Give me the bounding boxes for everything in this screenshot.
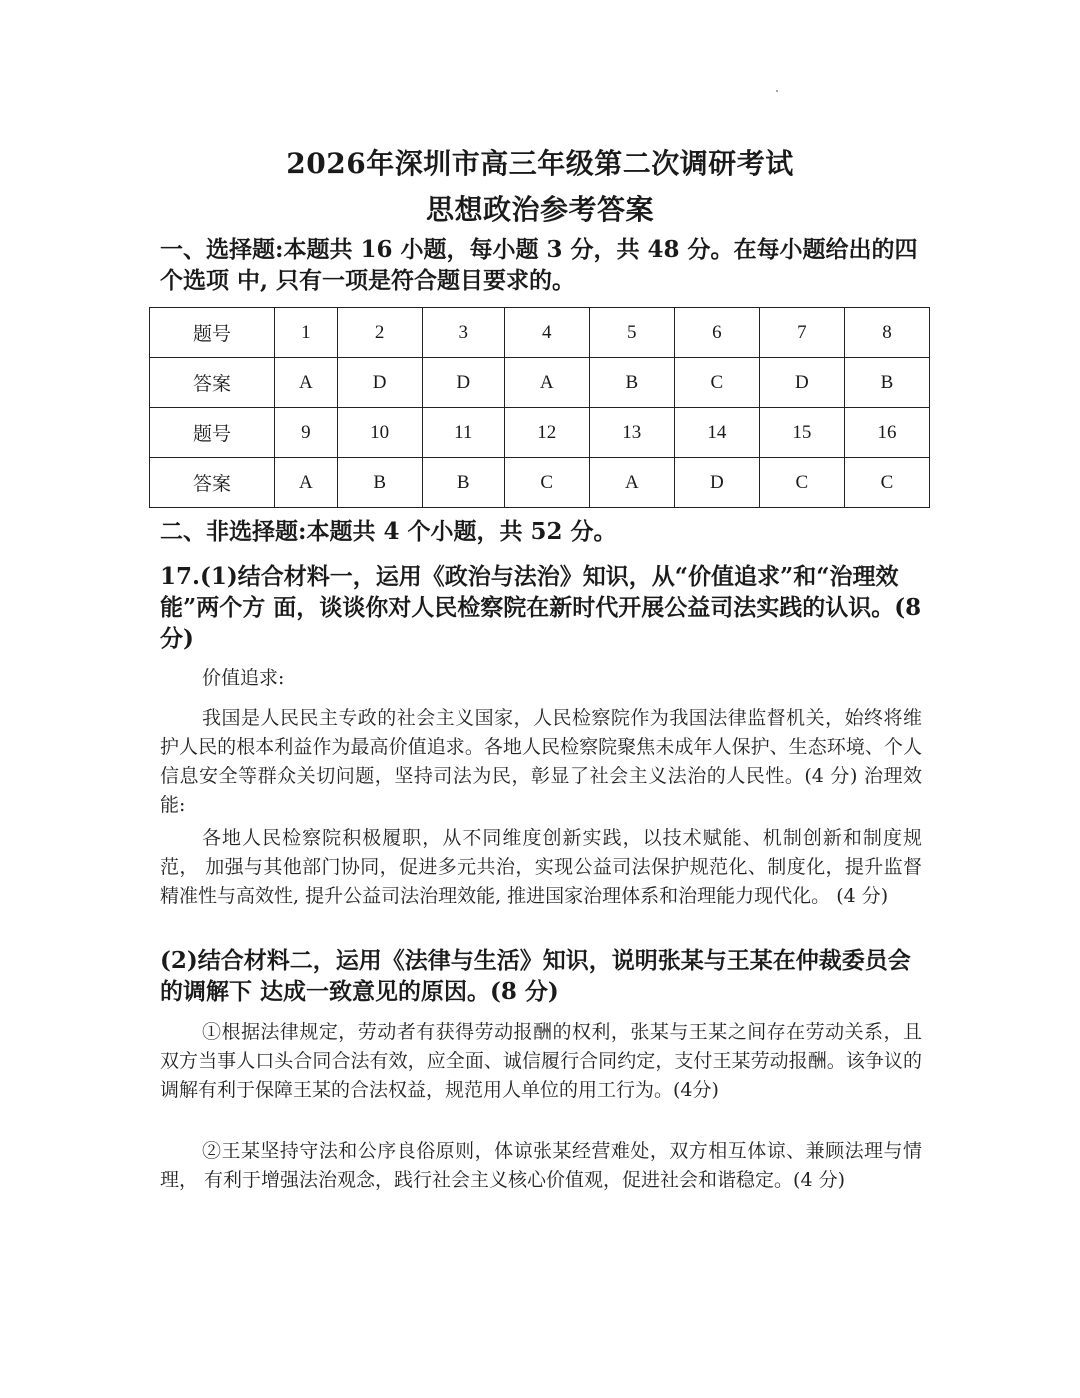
table-row <box>150 408 930 458</box>
answer-point-2: ②王某坚持守法和公序良俗原则，体谅张某经营难处，双方相互体谅、兼顾法理与情理， 有利于增强法治观念，践行社会主义核心价值观，促进社会和谐稳定。(4 分) <box>160 1140 922 1191</box>
table-cell: D <box>422 358 504 408</box>
table-row-label: 答案 <box>150 358 275 408</box>
value-pursuit-answer: 我国是人民民主专政的社会主义国家，人民检察院作为我国法律监督机关，始终将维护人民的根本利益作为最高价值追求。各地人民检察院聚焦未成年人保护、生态环境、个人信息安全等群众关切问题，坚持司法为民，彰显了社会主义法治的人民性。(4 分) 治理效能: <box>160 707 922 816</box>
table-row <box>150 358 930 408</box>
table-cell: 11 <box>422 408 504 458</box>
table-cell: D <box>759 358 844 408</box>
answer-table <box>149 307 930 508</box>
question-17-1: 17.(1)结合材料一，运用《政治与法治》知识，从“价值追求”和“治理效能”两个方 面，谈谈你对人民检察院在新时代开展公益司法实践的认识。(8 分) <box>160 563 922 652</box>
table-cell: C <box>844 458 929 508</box>
exam-title: 2026年深圳市高三年级第二次调研考试 <box>286 147 794 180</box>
table-cell: A <box>275 358 338 408</box>
table-cell: D <box>674 458 759 508</box>
exam-subtitle: 思想政治参考答案 <box>425 193 654 226</box>
section1-heading: 一、选择题:本题共 16 小题，每小题 3 分，共 48 分。在每小题给出的四个选项 中, 只有一项是符合题目要求的。 <box>160 236 918 294</box>
table-cell: 6 <box>674 308 759 358</box>
table-cell: C <box>759 458 844 508</box>
table-cell: 2 <box>337 308 422 358</box>
table-cell: B <box>589 358 674 408</box>
table-cell: A <box>589 458 674 508</box>
table-cell: D <box>337 358 422 408</box>
table-row <box>150 308 930 358</box>
table-cell: B <box>337 458 422 508</box>
table-cell: 4 <box>504 308 589 358</box>
table-cell: 7 <box>759 308 844 358</box>
table-cell: A <box>275 458 338 508</box>
section2-heading: 二、非选择题:本题共 4 个小题，共 52 分。 <box>160 518 617 545</box>
governance-answer: 各地人民检察院积极履职，从不同维度创新实践，以技术赋能、机制创新和制度规范， 加强与其他部门协同，促进多元共治，实现公益司法保护规范化、制度化，提升监督精准性与高效性, 提升公益司法治理效能, 推进国家治理体系和治理能力现代化。 (4 分) <box>160 827 922 907</box>
table-cell: 15 <box>759 408 844 458</box>
answer-point-1: ①根据法律规定，劳动者有获得劳动报酬的权利，张某与王某之间存在劳动关系，且双方当事人口头合同合法有效，应全面、诚信履行合同约定，支付王某劳动报酬。该争议的调解有利于保障王某的合法权益，规范用人单位的用工行为。(4分) <box>160 1021 922 1101</box>
table-cell: 14 <box>674 408 759 458</box>
table-cell: 1 <box>275 308 338 358</box>
table-row <box>150 458 930 508</box>
table-cell: 9 <box>275 408 338 458</box>
table-cell: A <box>504 358 589 408</box>
table-cell: 13 <box>589 408 674 458</box>
table-row-label: 题号 <box>150 408 275 458</box>
table-cell: B <box>422 458 504 508</box>
table-row-label: 答案 <box>150 458 275 508</box>
table-cell: 8 <box>844 308 929 358</box>
table-cell: 5 <box>589 308 674 358</box>
table-cell: 12 <box>504 408 589 458</box>
table-cell: 3 <box>422 308 504 358</box>
scan-speck <box>776 90 778 92</box>
table-row-label: 题号 <box>150 308 275 358</box>
question-17-2: (2)结合材料二，运用《法律与生活》知识，说明张某与王某在仲裁委员会的调解下 达成一致意见的原因。(8 分) <box>160 947 911 1005</box>
value-pursuit-label: 价值追求: <box>202 667 285 689</box>
table-cell: B <box>844 358 929 408</box>
table-cell: C <box>504 458 589 508</box>
table-cell: 10 <box>337 408 422 458</box>
table-cell: C <box>674 358 759 408</box>
table-cell: 16 <box>844 408 929 458</box>
